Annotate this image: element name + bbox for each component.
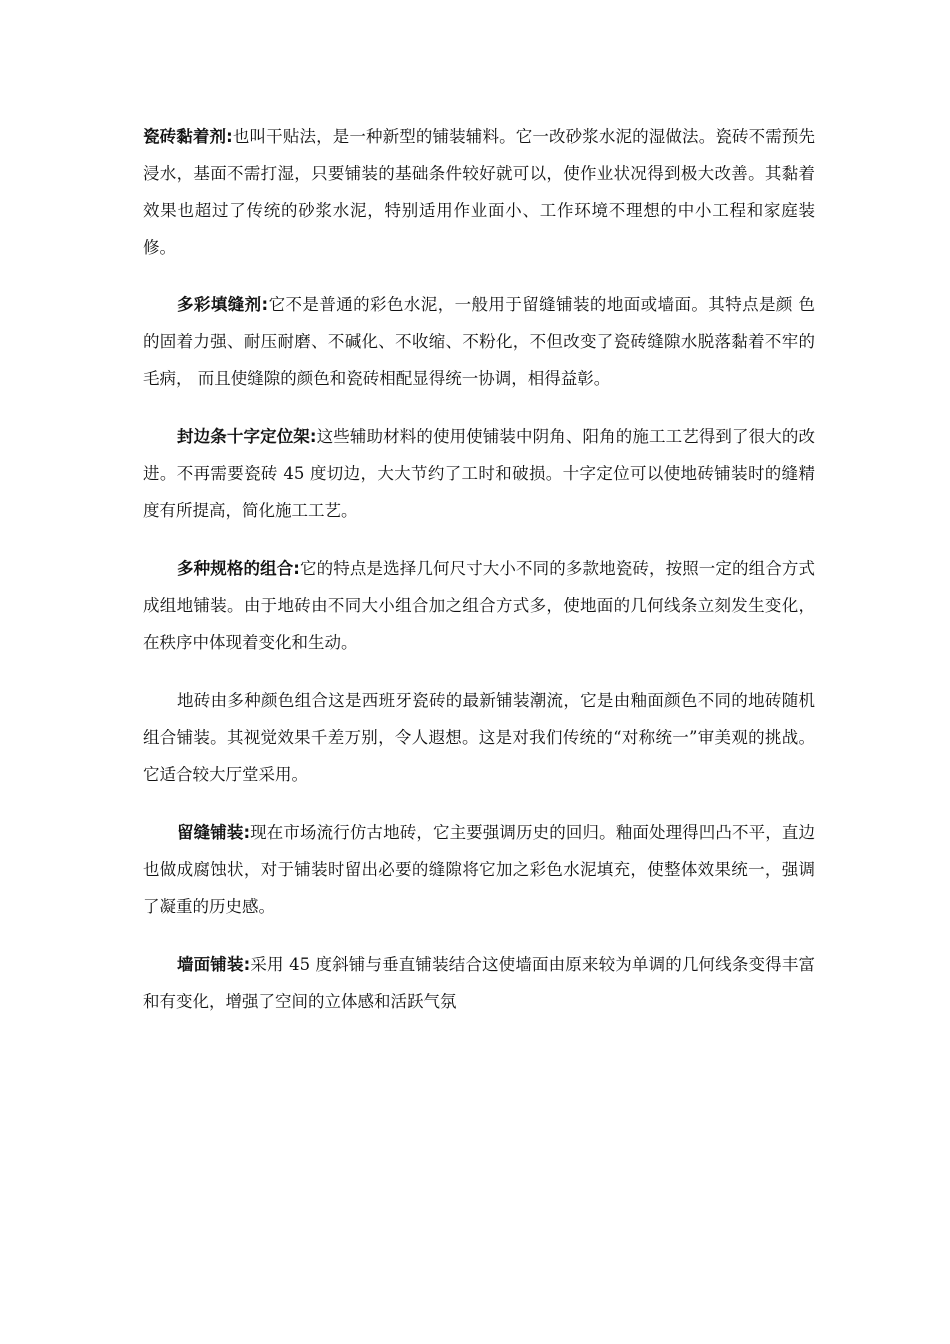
paragraph-text: 它的特点是选择几何尺寸大小不同的多款地瓷砖，按照一定的组合方式成组地铺装。由于地砖由不同大小组合加之组合方式多，使地面的几何线条立刻发生变化，在秩序中体现着变化和生动。 bbox=[143, 559, 816, 652]
term-gap-laying: 留缝铺装: bbox=[177, 823, 251, 842]
paragraph-text: 采用 45 度斜铺与垂直铺装结合这使墙面由原来较为单调的几何线条变得丰富和有变化，增强了空间的立体感和活跃气氛 bbox=[143, 955, 815, 1011]
document-page bbox=[143, 118, 815, 1041]
paragraph-text: 地砖由多种颜色组合这是西班牙瓷砖的最新铺装潮流，它是由釉面颜色不同的地砖随机组合铺装。其视觉效果千差万别，令人遐想。这是对我们传统的“对称统一”审美观的挑战。它适合较大厅堂采用。 bbox=[143, 691, 815, 784]
paragraph-text: 现在市场流行仿古地砖，它主要强调历史的回归。釉面处理得凹凸不平，直边也做成腐蚀状，对于铺装时留出必要的缝隙将它加之彩色水泥填充，使整体效果统一，强调了凝重的历史感。 bbox=[143, 823, 815, 916]
paragraph-color-combination bbox=[143, 682, 815, 793]
term-wall-laying: 墙面铺装: bbox=[177, 955, 251, 974]
paragraph-text: 这些辅助材料的使用使铺装中阴角、阳角的施工工艺得到了很大的改进。不再需要瓷砖 45 度切边，大大节约了工时和破损。十字定位可以使地砖铺装时的缝精度有所提高，简化施工工艺。 bbox=[143, 427, 815, 520]
term-grout: 多彩填缝剂: bbox=[177, 295, 269, 314]
term-tile-adhesive: 瓷砖黏着剂: bbox=[143, 127, 233, 146]
paragraph-wall-laying bbox=[143, 946, 815, 1020]
paragraph-text: 它不是普通的彩色水泥，一般用于留缝铺装的地面或墙面。其特点是颜 色的固着力强、耐压耐磨、不碱化、不收缩、不粉化，不但改变了瓷砖缝隙水脱落黏着不牢的毛病， 而且使缝隙的颜色和瓷砖相配显得统一协调，相得益彰。 bbox=[143, 295, 815, 388]
paragraph-grout bbox=[143, 286, 815, 397]
paragraph-gap-laying bbox=[143, 814, 815, 925]
paragraph-edge-strip bbox=[143, 418, 815, 529]
term-edge-strip: 封边条十字定位架: bbox=[177, 427, 317, 446]
term-size-combination: 多种规格的组合: bbox=[177, 559, 300, 578]
paragraph-tile-adhesive bbox=[143, 118, 815, 266]
paragraph-text: 也叫干贴法，是一种新型的铺装辅料。它一改砂浆水泥的湿做法。瓷砖不需预先浸水，基面不需打湿，只要铺装的基础条件较好就可以，使作业状况得到极大改善。其黏着效果也超过了传统的砂浆水泥，特别适用作业面小、工作环境不理想的中小工程和家庭装修。 bbox=[143, 127, 815, 257]
paragraph-size-combination bbox=[143, 550, 815, 661]
